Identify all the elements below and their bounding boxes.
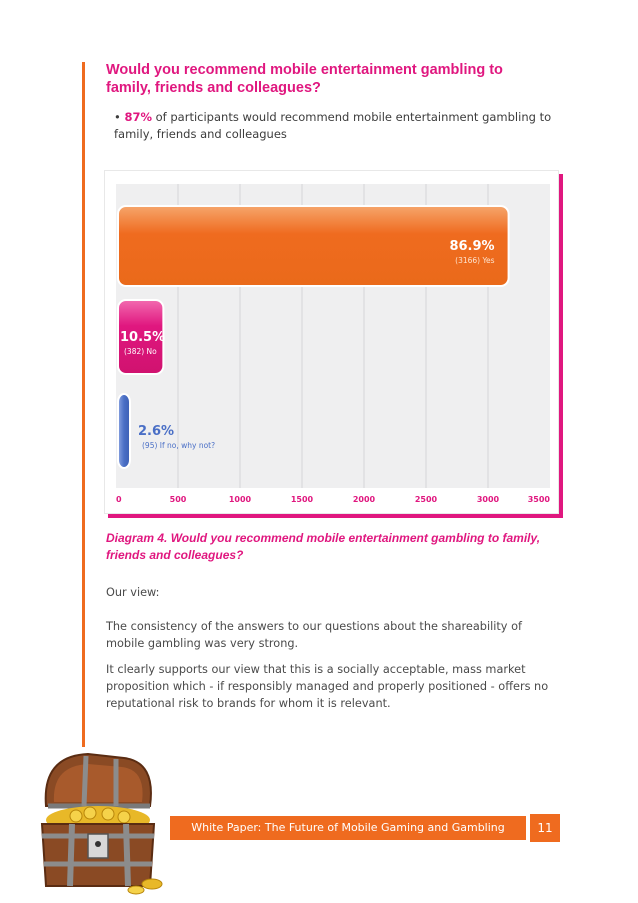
key-finding-text: of participants would recommend mobile entertainment gambling to family, friends and colleagues — [114, 110, 552, 141]
our-view-label: Our view: — [106, 586, 160, 599]
page-number: 11 — [530, 814, 560, 842]
page-heading: Would you recommend mobile entertainment gambling to family, friends and colleagues? — [106, 62, 503, 96]
bar-if-no-why-not — [118, 394, 130, 468]
treasure-chest-icon — [28, 736, 168, 896]
key-finding — [114, 109, 554, 143]
x-tick-label: 1000 — [228, 495, 252, 504]
bar-count-label: (382) No — [124, 347, 157, 356]
x-tick-label: 2000 — [352, 495, 376, 504]
bar-count-label: (3166) Yes — [455, 256, 495, 265]
bar-percent-label: 10.5% — [120, 330, 166, 345]
footer-bar — [170, 816, 526, 840]
bar-chart — [104, 170, 557, 512]
footer-title: White Paper: The Future of Mobile Gaming and Gambling — [191, 821, 505, 834]
bar-percent-label: 2.6% — [138, 424, 175, 439]
key-finding-highlight: 87% — [124, 110, 152, 124]
paragraph-support: It clearly supports our view that this is a socially acceptable, mass market proposition which - if responsibly managed and properly positioned - offers no reputational risk to brands for whom it is relevant. — [106, 663, 549, 710]
x-tick-label: 2500 — [414, 495, 438, 504]
x-tick-label: 0 — [116, 495, 122, 504]
bar-count-label: (95) If no, why not? — [142, 441, 216, 450]
diagram-caption: Diagram 4. Would you recommend mobile entertainment gambling to family, friends and colleagues? — [106, 531, 541, 562]
x-tick-label: 1500 — [290, 495, 314, 504]
x-tick-label: 3000 — [476, 495, 500, 504]
left-accent-rule — [82, 62, 85, 747]
bullet-marker: • — [114, 110, 121, 124]
paragraph-consistency: The consistency of the answers to our questions about the shareability of mobile gambling was very strong. — [106, 620, 522, 650]
bar-percent-label: 86.9% — [449, 239, 495, 254]
x-tick-label: 500 — [169, 495, 187, 504]
x-tick-label: 3500 — [527, 495, 550, 504]
